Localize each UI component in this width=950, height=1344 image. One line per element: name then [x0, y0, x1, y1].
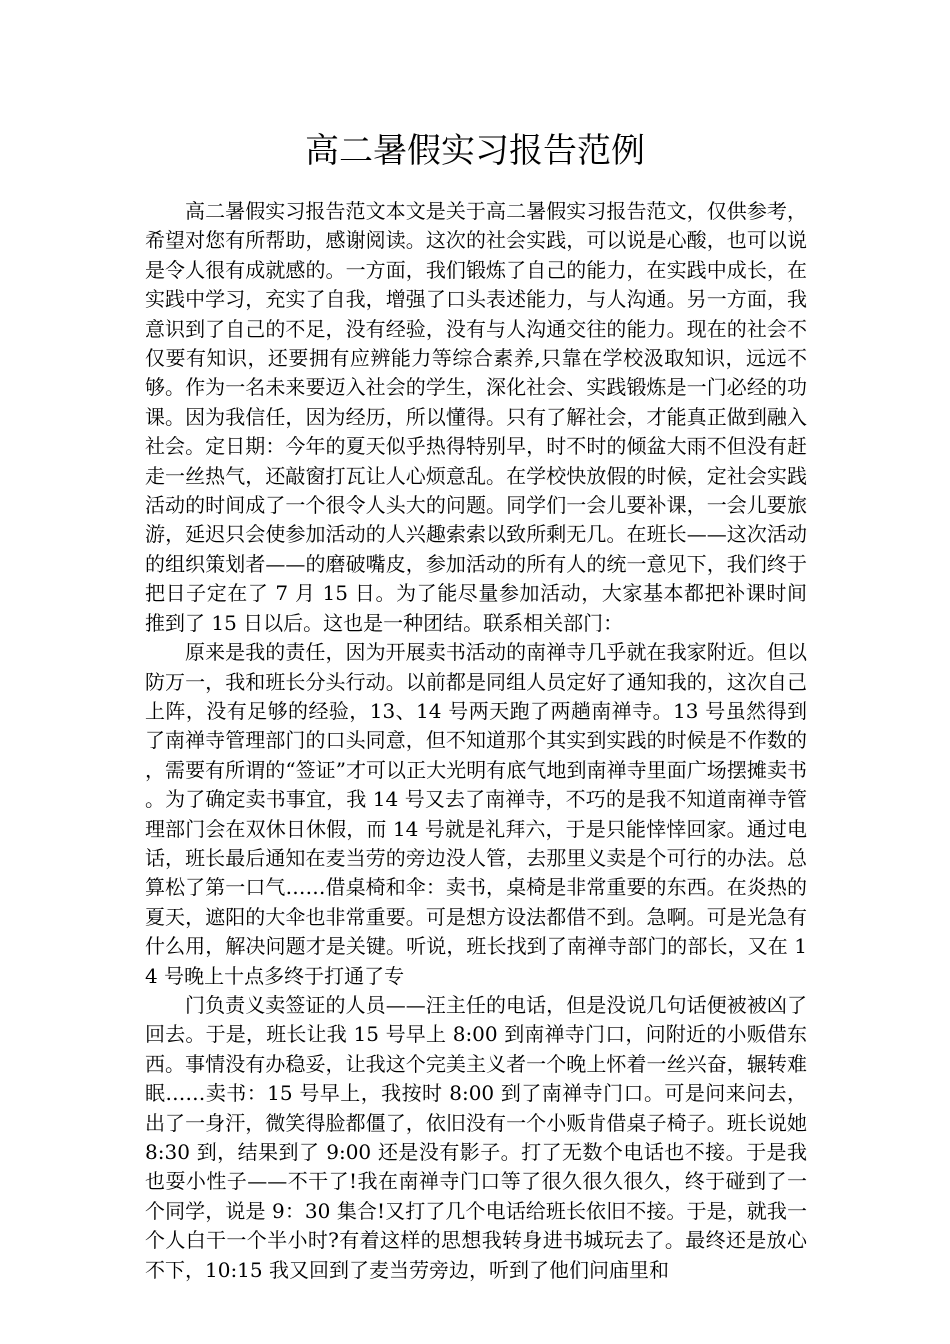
document-body [145, 197, 807, 1285]
document-title: 高二暑假实习报告范例 [305, 131, 645, 171]
paragraph-1: 高二暑假实习报告范文本文是关于高二暑假实习报告范文，仅供参考，希望对您有所帮助，感谢阅读。这次的社会实践，可以说是心酸，也可以说是令人很有成就感的。一方面，我们锻炼了自己的能力，在实践中成长，在实践中学习，充实了自我，增强了口头表述能力，与人沟通。另一方面，我意识到了自己的不足，没有经验，没有与人沟通交往的能力。现在的社会不仅要有知识，还要拥有应辨能力等综合素养,只靠在学校汲取知识，远远不够。作为一名未来要迈入社会的学生，深化社会、实践锻炼是一门必经的功课。因为我信任，因为经历，所以懂得。只有了解社会，才能真正做到融入社会。定日期：今年的夏天似乎热得特别早，时不时的倾盆大雨不但没有赶走一丝热气，还敲窗打瓦让人心烦意乱。在学校快放假的时候，定社会实践活动的时间成了一个很令人头大的问题。同学们一会儿要补课，一会儿要旅游，延迟只会使参加活动的人兴趣索索以致所剩无几。在班长——这次活动的组织策划者——的磨破嘴皮，参加活动的所有人的统一意见下，我们终于把日子定在了 7 月 15 日。为了能尽量参加活动，大家基本都把补课时间推到了 15 日以后。这也是一种团结。联系相关部门： [145, 199, 807, 635]
paragraph-3: 门负责义卖签证的人员——汪主任的电话，但是没说几句话便被被凶了回去。于是，班长让我 15 号早上 8:00 到南禅寺门口，问附近的小贩借东西。事情没有办稳妥，让我这个完美主义者一个晚上怀着一丝兴奋，辗转难眠……卖书：15 号早上，我按时 8:00 到了南禅寺门口。可是问来问去，出了一身汗，微笑得脸都僵了，依旧没有一个小贩肯借桌子椅子。班长说她 8:30 到，结果到了 9:00 还是没有影子。打了无数个电话也不接。于是我也耍小性子——不干了!我在南禅寺门口等了很久很久很久，终于碰到了一个同学，说是 9：30 集合!又打了几个电话给班长依旧不接。于是，就我一个人白干一个半小时?有着这样的思想我转身进书城玩去了。最终还是放心不下，10:15 我又回到了麦当劳旁边，听到了他们问庙里和 [145, 992, 807, 1282]
paragraph-2: 原来是我的责任，因为开展卖书活动的南禅寺几乎就在我家附近。但以防万一，我和班长分头行动。以前都是同组人员定好了通知我的，这次自己上阵，没有足够的经验，13、14 号两天跑了两趟南禅寺。13 号虽然得到了南禅寺管理部门的口头同意，但不知道那个其实到实践的时候是不作数的，需要有所谓的“签证”才可以正大光明有底气地到南禅寺里面广场摆摊卖书。为了确定卖书事宜，我 14 号又去了南禅寺，不巧的是我不知道南禅寺管理部门会在双休日休假，而 14 号就是礼拜六，于是只能悻悻回家。通过电话，班长最后通知在麦当劳的旁边没人管，去那里义卖是个可行的办法。总算松了第一口气……借桌椅和伞：卖书，桌椅是非常重要的东西。在炎热的夏天，遮阳的大伞也非常重要。可是想方设法都借不到。急啊。可是光急有什么用，解决问题才是关键。听说，班长找到了南禅寺部门的部长，又在 14 号晚上十点多终于打通了专 [145, 640, 807, 988]
